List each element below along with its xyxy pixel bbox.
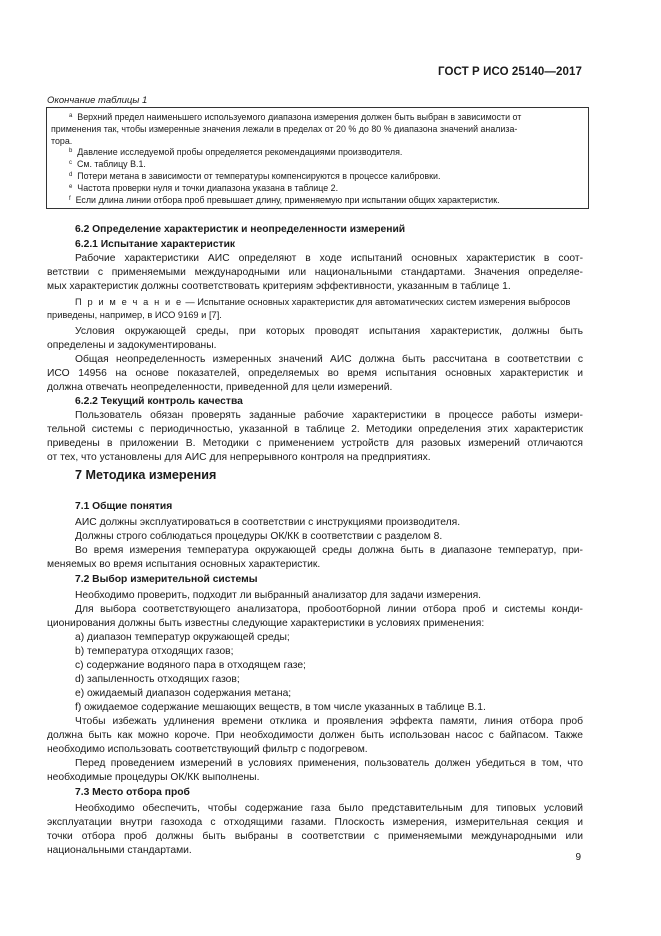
paragraph-line: должна быть как можно короче. При необходимости должен быть использован насос с байпасом. Также — [47, 730, 583, 741]
list-item: f) ожидаемое содержание мешающих веществ, в том числе указанных в таблице В.1. — [75, 702, 486, 713]
paragraph-line: необходимые процедуры ОК/КК выполнены. — [47, 772, 260, 783]
paragraph-line: АИС должны эксплуатироваться в соответствии с инструкциями производителя. — [75, 517, 461, 528]
paragraph-line: Перед проведением измерений в условиях применения, пользователь должен убедиться в том, что — [75, 758, 583, 769]
paragraph-line: ветствии с применяемыми международными или национальными стандартами. Значения определяе- — [47, 267, 583, 278]
paragraph-line: эксплуатации внутри газохода с отходящими газами. Плоскость измерения, измерительная секция и — [47, 817, 583, 828]
paragraph-line: ИСО 14956 на основе показателей, определяемых во время испытания основных характеристик и — [47, 368, 583, 379]
note-6-2-1-line2: приведены, например, в ИСО 9169 и [7]. — [47, 310, 222, 320]
section-7-heading: 7 Методика измерения — [75, 468, 217, 482]
paragraph-line: точки отбора проб должны быть выбраны в соответствии с применяемыми международными или — [47, 831, 583, 842]
paragraph-line: необходимо использовать соответствующий фильтр с подогревом. — [47, 744, 368, 755]
paragraph-line: ционирования должны быть известны следующие характеристики в условиях применения: — [47, 618, 485, 629]
paragraph-line: тельной системы с периодичностью, указанной в таблице 2. Методики определения этих характеристик — [47, 424, 583, 435]
paragraph-line: Чтобы избежать удлинения времени отклика и проявления эффекта памяти, линия отбора проб — [75, 716, 583, 727]
list-item: e) ожидаемый диапазон содержания метана; — [75, 688, 292, 699]
paragraph-line: определены и задокументированы. — [47, 340, 217, 351]
footnote-a-line1: $^a$ Верхний предел наименьшего используемого диапазона измерения должен быть выбран в зависимости от — [69, 112, 522, 122]
note-6-2-1-line1: П р и м е ч а н и е — Испытание основных характеристик для автоматических систем измерения выбросов — [75, 297, 571, 307]
paragraph-line: мых характеристик должны соответствовать критериям эффективности, указанным в таблице 1. — [47, 281, 511, 292]
table-continuation-label: Окончание таблицы 1 — [47, 95, 148, 106]
paragraph-line: Во время измерения температура окружающей среды должна быть в диапазоне температур, при- — [75, 545, 583, 556]
footnote-b: $^b$ Давление исследуемой пробы определяется рекомендациями производителя. — [69, 147, 403, 157]
section-7-2-heading: 7.2 Выбор измерительной системы — [75, 574, 258, 585]
footnote-a-line2: применения так, чтобы измеренные значения лежали в пределах от 20 % до 80 % диапазона значений анализа- — [51, 124, 518, 134]
section-6-2-2-heading: 6.2.2 Текущий контроль качества — [75, 396, 243, 407]
list-item: a) диапазон температур окружающей среды; — [75, 632, 290, 643]
paragraph-line: должна отвечать неопределенности, приведенной для цели измерений. — [47, 382, 393, 393]
page-number: 9 — [575, 852, 581, 863]
paragraph-line: Должны строго соблюдаться процедуры ОК/КК в соответствии с разделом 8. — [75, 531, 443, 542]
section-7-1-heading: 7.1 Общие понятия — [75, 501, 173, 512]
list-item: b) температура отходящих газов; — [75, 646, 234, 657]
section-7-3-heading: 7.3 Место отбора проб — [75, 787, 190, 798]
footnote-d: $^d$ Потери метана в зависимости от температуры компенсируются в процессе калибровки. — [69, 171, 441, 181]
paragraph-line: приведены в приложении В. Методики с применением устройств для разовых измерений отличаются — [47, 438, 583, 449]
paragraph-line: национальными стандартами. — [47, 845, 192, 856]
paragraph-line: от тех, что установлены для АИС для непрерывного контроля на предприятиях. — [47, 452, 431, 463]
paragraph-line: меняемых во время испытания основных характеристик. — [47, 559, 321, 570]
paragraph-line: Для выбора соответствующего анализатора, пробоотборной линии отбора проб и системы конди- — [75, 604, 583, 615]
paragraph-line: Необходимо проверить, подходит ли выбранный анализатор для задачи измерения. — [75, 590, 482, 601]
list-item: d) запыленность отходящих газов; — [75, 674, 240, 685]
paragraph-line: Необходимо обеспечить, чтобы содержание газа было представительным для типовых условий — [75, 803, 583, 814]
section-6-2-1-heading: 6.2.1 Испытание характеристик — [75, 239, 236, 250]
footnote-f: $^f$ Если длина линии отбора проб превышает длину, применяемую при испытании общих характеристик. — [69, 195, 500, 205]
paragraph-line: Рабочие характеристики АИС определяют в ходе испытаний основных характеристик в соот- — [75, 253, 583, 264]
paragraph-line: Условия окружающей среды, при которых проводят испытания характеристик, должны быть — [75, 326, 583, 337]
footnote-c: $^c$ См. таблицу В.1. — [69, 159, 146, 169]
list-item: c) содержание водяного пара в отходящем газе; — [75, 660, 306, 671]
paragraph-line: Общая неопределенность измеренных значений АИС должна быть рассчитана в соответствии с — [75, 354, 583, 365]
footnote-e: $^e$ Частота проверки нуля и точки диапазона указана в таблице 2. — [69, 183, 339, 193]
footnote-a-line3: тора. — [51, 136, 73, 146]
paragraph-line: Пользователь обязан проверять заданные рабочие характеристики в процессе работы измери- — [75, 410, 583, 421]
table-footnotes-box — [46, 107, 589, 209]
section-6-2-heading: 6.2 Определение характеристик и неопределенности измерений — [75, 224, 406, 235]
standard-header: ГОСТ Р ИСО 25140—2017 — [437, 66, 582, 78]
